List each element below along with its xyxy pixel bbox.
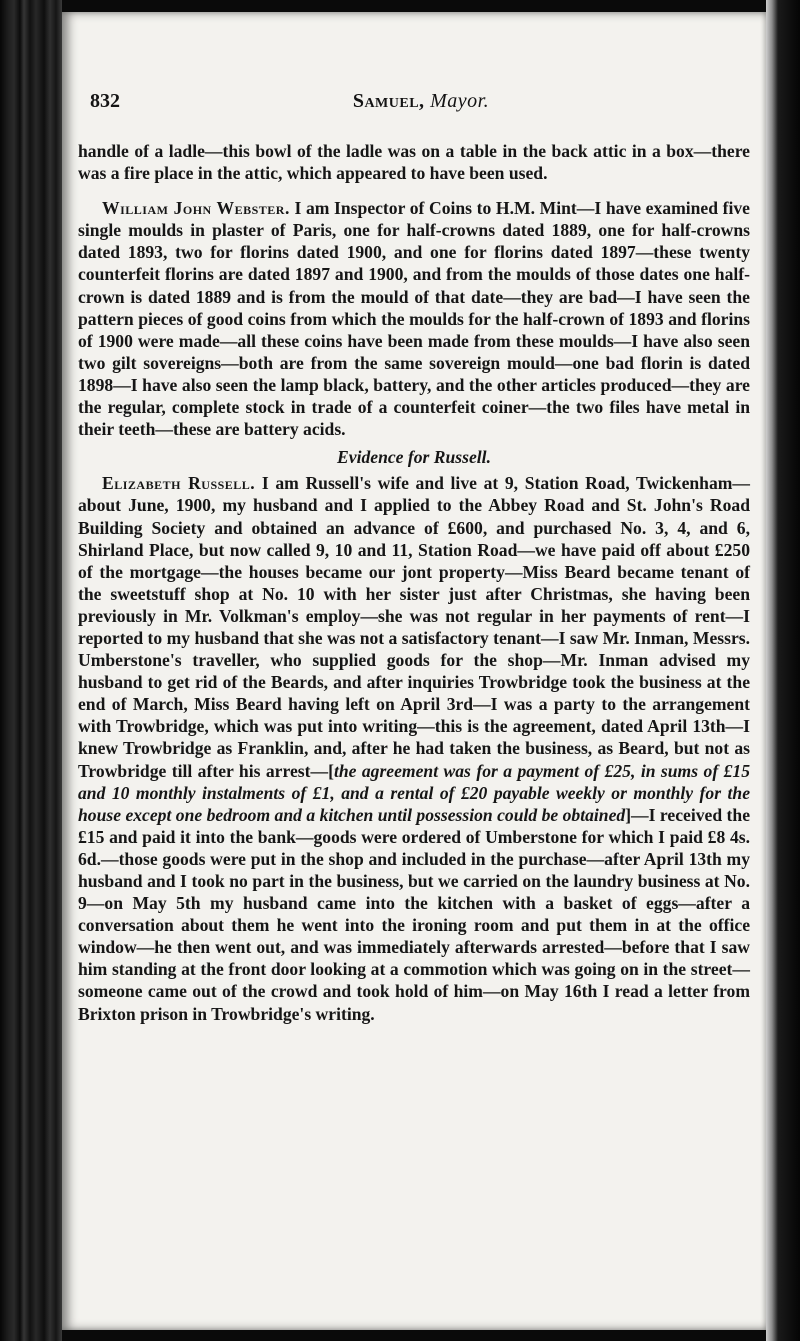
paragraph-russell: [78, 472, 750, 1024]
book-page: [62, 12, 766, 1330]
testimony-text-continued: ]—I received the £15 and paid it into the bank—goods were ordered of Umberstone for which I paid £8 4s. 6d.—those goods were put in the shop and included in the purchase—after April 13th my husband and I took no part in the business, but we carried on the laundry business at No. 9—on May 5th my husband came into the kitchen with a basket of eggs—after a conversation about them he went into the ironing room and put them in at the office window—he then went out, and was immediately afterwards arrested—before that I saw him standing at the front door looking at a commotion which was going on in the street—someone came out of the crowd and took hold of him—on May 16th I read a letter from Brixton prison in Trowbridge's writing.: [78, 804, 751, 1024]
running-head: [90, 90, 752, 113]
speaker-name: Elizabeth Russell.: [102, 473, 256, 494]
running-head-name: Samuel,: [352, 90, 425, 112]
testimony-text: I am Inspector of Coins to H.M. Mint—I have examined five single moulds in plaster of Paris, one for half-crowns dated 1889, one for half-crowns dated 1893, two for florins dated 1900, and one for florins dated 1897—these twenty counterfeit florins are dated 1897 and 1900, and from the moulds of those dates one half-crown is dated 1889 and is from the mould of that date—they are bad—I have seen the pattern pieces of good coins from which the moulds for the half-crown of 1893 and florins of 1900 were made—all these coins have been made from these moulds—I have also seen two gilt sovereigns—both are from the same sovereign mould—one bad florin is dated 1898—I have also seen the lamp black, battery, and the other articles produced—they are the regular, complete stock in trade of a counterfeit coiner—the two files have metal in their teeth—these are battery acids.: [78, 198, 750, 440]
page-edge: [766, 0, 800, 1341]
book-spine: [0, 0, 62, 1341]
speaker-name: William John Webster.: [102, 198, 290, 219]
running-head-title: Mayor.: [430, 90, 490, 112]
section-heading: Evidence for Russell.: [337, 447, 491, 468]
paragraph-webster: [78, 197, 750, 440]
page-header: [90, 90, 752, 120]
testimony-text: I am Russell's wife and live at 9, Station Road, Twickenham—about June, 1900, my husband and I applied to the Abbey Road and St. John's Road Building Society and obtained an advance of £600, and purchased No. 3, 4, and 6, Shirland Place, but now called 9, 10 and 11, Station Road—we have paid off about £250 of the mortgage—the houses became our jont property—Miss Beard became tenant of the sweetstuff shop at No. 10 with her sister just after Christmas, she having been previously in Mr. Volkman's employ—she was not regular in her payments of rent—I reported to my husband that she was not a satisfactory tenant—I saw Mr. Inman, Messrs. Umberstone's traveller, who supplied goods for the shop—Mr. Inman advised my husband to get rid of the Beards, and after inquiries Trowbridge took the business at the end of March, Miss Beard having left on April 3rd—I was a party to the arrangement with Trowbridge, which was put into writing—this is the agreement, dated April 13th—I knew Trowbridge as Franklin, and, after he had taken the business, as Beard, but not as Trowbridge till after his arrest—[: [78, 473, 751, 781]
page-number: 832: [90, 90, 120, 112]
testimony-italic-note: the agreement was for a payment of £25, in sums of £15 and 10 monthly instalments of £1, and a rental of £20 payable weekly or monthly for the house except one bedroom and a kitchen until possession could be obtained: [78, 760, 750, 825]
body-text: [78, 140, 750, 1025]
paragraph-continued: handle of a ladle—this bowl of the ladle was on a table in the back attic in a box—there was a fire place in the attic, which appeared to have been used.: [78, 141, 750, 184]
